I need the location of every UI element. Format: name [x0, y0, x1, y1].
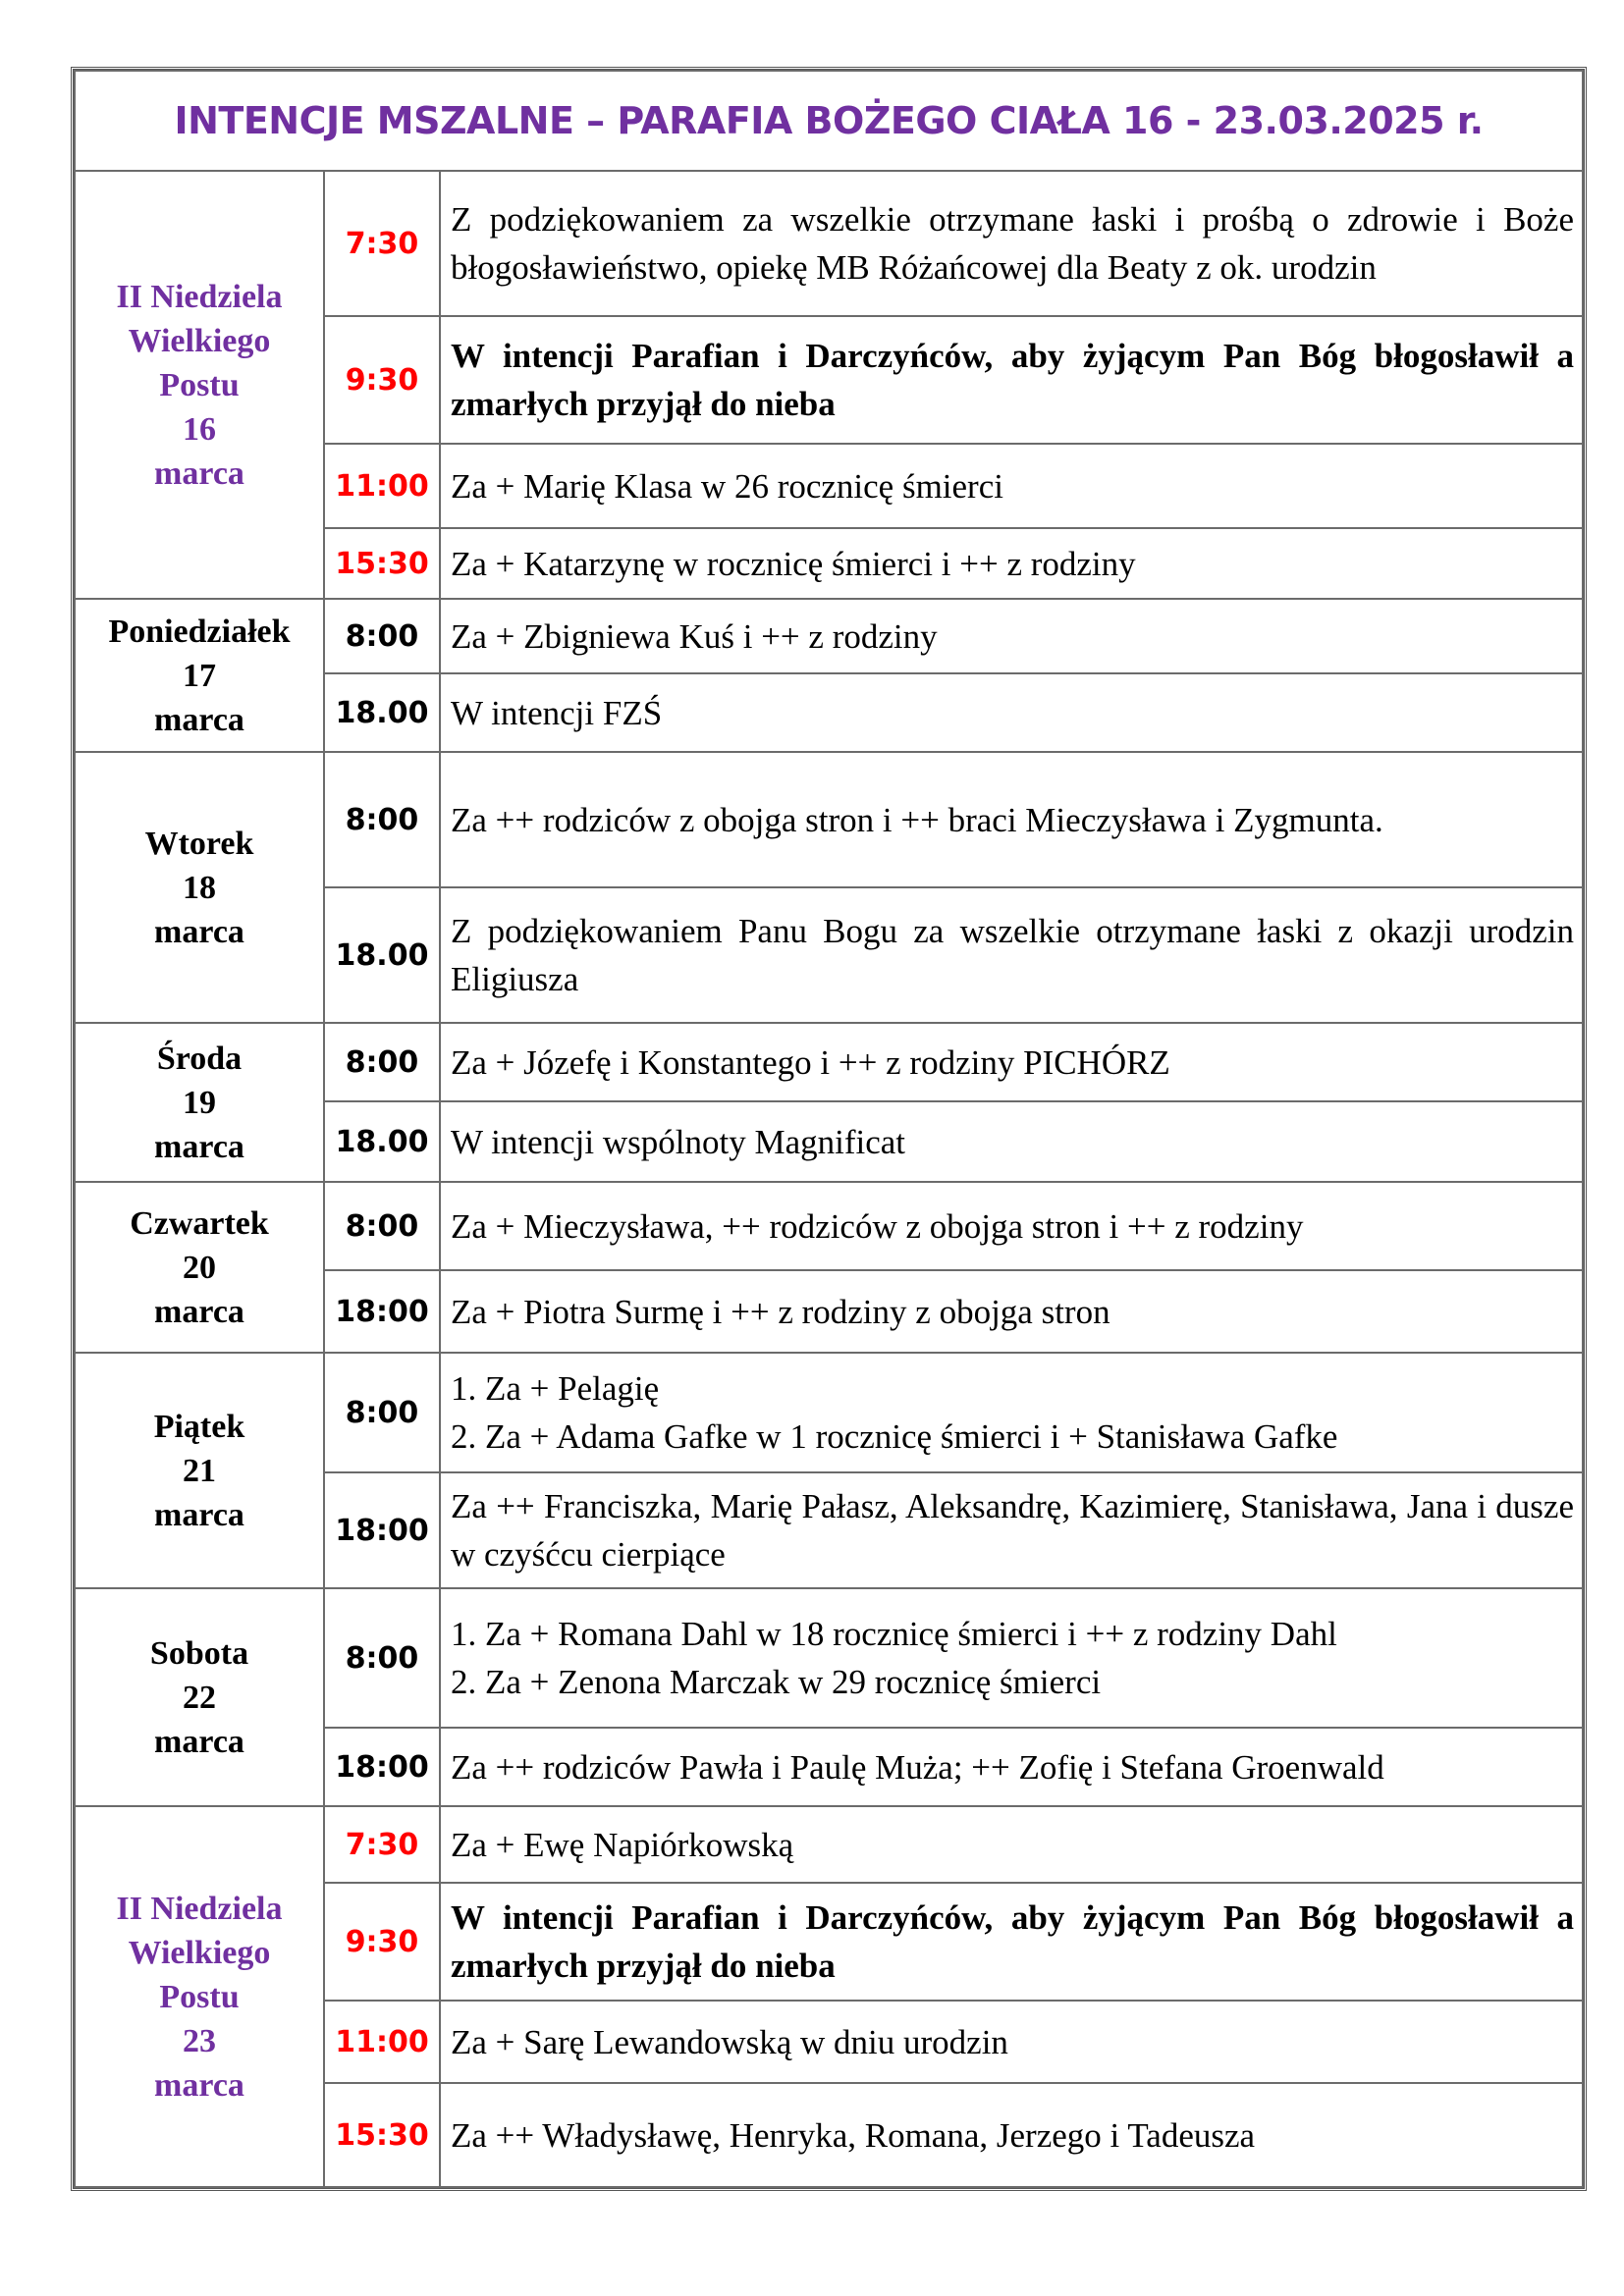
mass-time: 18:00 — [324, 1728, 440, 1806]
day-label-line: Środa — [156, 1040, 243, 1077]
intention-line: Za + Marię Klasa w 26 rocznicę śmierci — [451, 466, 1003, 506]
mass-intention — [440, 1023, 1583, 1101]
day-label-line: marca — [154, 1723, 244, 1760]
mass-row — [75, 1023, 1583, 1101]
mass-row — [75, 171, 1583, 316]
mass-intention — [440, 444, 1583, 528]
day-label — [75, 1182, 324, 1353]
day-label — [75, 171, 324, 599]
mass-intention — [440, 1472, 1583, 1588]
mass-time: 18:00 — [324, 1472, 440, 1588]
mass-intention — [440, 2001, 1583, 2083]
mass-row — [75, 752, 1583, 887]
mass-intention — [440, 887, 1583, 1023]
intention-line: W intencji wspólnoty Magnificat — [451, 1122, 906, 1161]
mass-time: 8:00 — [324, 1023, 440, 1101]
day-label-line: marca — [154, 1293, 244, 1330]
mass-time: 8:00 — [324, 1588, 440, 1728]
day-label-line: 19 — [183, 1084, 216, 1121]
intention-line: Za + Piotra Surmę i ++ z rodziny z obojga stron — [451, 1292, 1110, 1331]
day-label-line: 16 — [183, 410, 216, 448]
day-label-line: Postu — [159, 1978, 240, 2015]
mass-row — [75, 1588, 1583, 1728]
mass-intention — [440, 1588, 1583, 1728]
intention-line: 2. Za + Adama Gafke w 1 rocznicę śmierci i + Stanisława Gafke — [451, 1417, 1338, 1456]
day-label-line: Wielkiego — [128, 322, 271, 359]
day-label — [75, 599, 324, 752]
mass-time: 8:00 — [324, 1182, 440, 1270]
day-label-line: 21 — [183, 1452, 216, 1489]
intention-line: W intencji FZŚ — [451, 693, 663, 732]
mass-time: 11:00 — [324, 2001, 440, 2083]
mass-time: 18.00 — [324, 887, 440, 1023]
mass-intention — [440, 1728, 1583, 1806]
day-label-line: Sobota — [149, 1634, 249, 1672]
intention-line: W intencji Parafian i Darczyńców, aby żyjącym Pan Bóg błogosławił a zmarłych przyjął do nieba — [451, 337, 1574, 423]
mass-intention — [440, 528, 1583, 599]
day-label-line: Piątek — [153, 1408, 245, 1445]
mass-intention — [440, 171, 1583, 316]
day-label-line: II Niedziela — [116, 1890, 283, 1927]
mass-intention — [440, 316, 1583, 444]
mass-intention — [440, 2083, 1583, 2187]
day-label-line: marca — [154, 2066, 244, 2104]
day-label-line: II Niedziela — [116, 278, 283, 315]
intention-line: Za + Józefę i Konstantego i ++ z rodziny PICHÓRZ — [451, 1042, 1170, 1082]
mass-time: 7:30 — [324, 1806, 440, 1883]
intention-line: 1. Za + Romana Dahl w 18 rocznicę śmierci i ++ z rodziny Dahl — [451, 1615, 1337, 1653]
mass-time: 18.00 — [324, 1101, 440, 1182]
mass-intention — [440, 1806, 1583, 1883]
mass-time: 8:00 — [324, 752, 440, 887]
intention-line: Za + Ewę Napiórkowską — [451, 1825, 794, 1864]
title-row — [75, 71, 1583, 171]
day-label-line: marca — [154, 1496, 244, 1533]
intention-line: 1. Za + Pelagię — [451, 1369, 660, 1408]
mass-intention — [440, 1182, 1583, 1270]
intention-line: 2. Za + Zenona Marczak w 29 rocznicę śmierci — [451, 1663, 1102, 1701]
day-label — [75, 1023, 324, 1182]
day-label — [75, 1588, 324, 1806]
intention-line: Z podziękowaniem Panu Bogu za wszelkie otrzymane łaski z okazji urodzin Eligiusza — [451, 912, 1574, 998]
intention-line: Za ++ Władysławę, Henryka, Romana, Jerzego i Tadeusza — [451, 2115, 1256, 2155]
mass-intention — [440, 1883, 1583, 2001]
intention-line: Za + Katarzynę w rocznicę śmierci i ++ z rodziny — [451, 544, 1136, 583]
day-label-line: marca — [154, 1128, 244, 1165]
day-label-line: marca — [154, 701, 244, 738]
day-label-line: 17 — [183, 657, 216, 694]
day-label-line: marca — [154, 454, 244, 492]
mass-intention — [440, 673, 1583, 752]
intention-line: W intencji Parafian i Darczyńców, aby żyjącym Pan Bóg błogosławił a zmarłych przyjął do nieba — [451, 1898, 1574, 1985]
intention-line: Za ++ rodziców z obojga stron i ++ braci Mieczysława i Zygmunta. — [451, 800, 1383, 839]
day-label — [75, 752, 324, 1023]
mass-time: 15:30 — [324, 528, 440, 599]
intention-line: Za + Mieczysława, ++ rodziców z obojga stron i ++ z rodziny — [451, 1206, 1304, 1246]
mass-row — [75, 599, 1583, 673]
intention-line: Za ++ Franciszka, Marię Pałasz, Aleksandrę, Kazimierę, Stanisława, Jana i dusze w czyśćcu cierpiące — [451, 1487, 1574, 1574]
mass-intention — [440, 752, 1583, 887]
day-label — [75, 1806, 324, 2187]
day-label-line: marca — [154, 913, 244, 950]
mass-time: 11:00 — [324, 444, 440, 528]
day-label-line: Wielkiego — [128, 1934, 271, 1971]
day-label-line: 20 — [183, 1249, 216, 1286]
day-label-line: 22 — [183, 1679, 216, 1716]
intention-line: Z podziękowaniem za wszelkie otrzymane łaski i prośbą o zdrowie i Boże błogosławieństwo, opiekę MB Różańcowej dla Beaty z ok. urodzin — [451, 200, 1574, 287]
mass-intention — [440, 1270, 1583, 1353]
mass-intention — [440, 1353, 1583, 1472]
day-label-line: Czwartek — [130, 1204, 269, 1242]
day-label-line: Wtorek — [144, 825, 254, 862]
mass-time: 18.00 — [324, 673, 440, 752]
intentions-table — [74, 70, 1584, 2188]
mass-row — [75, 1353, 1583, 1472]
day-label-line: Postu — [159, 366, 240, 403]
day-label-line: 23 — [183, 2022, 216, 2059]
mass-intention — [440, 1101, 1583, 1182]
day-label-line: 18 — [183, 869, 216, 906]
intention-line: Za + Zbigniewa Kuś i ++ z rodziny — [451, 616, 938, 656]
mass-time: 18:00 — [324, 1270, 440, 1353]
mass-intentions-sheet — [71, 67, 1587, 2191]
page-title: INTENCJE MSZALNE – PARAFIA BOŻEGO CIAŁA 16 - 23.03.2025 r. — [75, 71, 1583, 171]
intention-line: Za ++ rodziców Pawła i Paulę Muża; ++ Zofię i Stefana Groenwald — [451, 1747, 1384, 1787]
mass-row — [75, 1182, 1583, 1270]
mass-time: 9:30 — [324, 316, 440, 444]
mass-time: 9:30 — [324, 1883, 440, 2001]
mass-time: 8:00 — [324, 599, 440, 673]
mass-row — [75, 1806, 1583, 1883]
mass-time: 8:00 — [324, 1353, 440, 1472]
mass-time: 7:30 — [324, 171, 440, 316]
day-label — [75, 1353, 324, 1588]
mass-intention — [440, 599, 1583, 673]
intention-line: Za + Sarę Lewandowską w dniu urodzin — [451, 2022, 1008, 2061]
day-label-line: Poniedziałek — [108, 613, 291, 650]
mass-time: 15:30 — [324, 2083, 440, 2187]
